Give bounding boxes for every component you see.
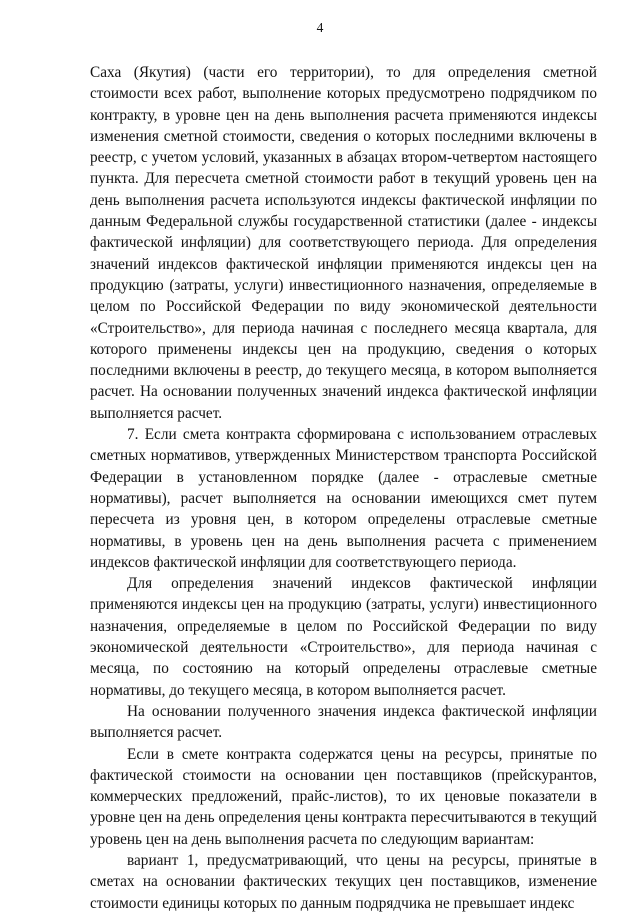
paragraph-basis: На основании полученного значения индекса фактической инфляции выполняется расчет. xyxy=(90,702,597,742)
paragraph-supplier-prices: Если в смете контракта содержатся цены на ресурсы, принятые по фактической стоимости на основании цен поставщиков (прейскурантов, коммерческих предложений, прайс-листов), то их ценовые показатели в уровне цен на день определения цены контракта пересчитываются в текущий уровень цен на день выполнения расчета по следующим вариантам: xyxy=(90,745,597,848)
paragraph-continuation: Саха (Якутия) (части его территории), то для определения сметной стоимости всех работ, выполнение которых предусмотрено подрядчиком по контракту, в уровне цен на день выполнения расчета применяются индексы изменения сметной стоимости, сведения о которых последними включены в реестр, с учетом условий, указанных в абзацах втором-четвертом настоящего пункта. Для пересчета сметной стоимости работ в текущий уровень цен на день выполнения расчета используются индексы фактической инфляции по данным Федеральной службы государственной статистики (далее - индексы фактической инфляции) для соответствующего периода. Для определения значений индексов фактической инфляции применяются индексы цен на продукцию (затраты, услуги) инвестиционного назначения, определяемые в целом по Российской Федерации по виду экономической деятельности «Строительство», для периода начиная с последнего месяца квартала, для которого применены индексы цен на продукцию, сведения о которых последними включены в реестр, до текущего месяца, в котором выполняется расчет. На основании полученных значений индекса фактической инфляции выполняется расчет. xyxy=(90,64,597,422)
paragraph-variant-1: вариант 1, предусматривающий, что цены на ресурсы, принятые в сметах на основании фактических текущих цен поставщиков, изменение стоимости единицы которых по данным подрядчика не превышает индекс xyxy=(90,851,597,912)
paragraph-item-7: 7. Если смета контракта сформирована с использованием отраслевых сметных нормативов, утвержденных Министерством транспорта Российской Федерации в установленном порядке (далее - отраслевые сметные нормативы), расчет выполняется на основании имеющихся смет путем пересчета из уровня цен, в котором определены отраслевые сметные нормативы, в уровень цен на день выполнения расчета с применением индексов фактической инфляции для соответствующего периода. xyxy=(90,426,597,571)
document-body xyxy=(90,62,597,914)
paragraph-inflation-indices: Для определения значений индексов фактической инфляции применяются индексы цен на продукцию (затраты, услуги) инвестиционного назначения, определяемые в целом по Российской Федерации по виду экономической деятельности «Строительство», для периода начиная с месяца, по состоянию на который определены отраслевые сметные нормативы, до текущего месяца, в котором выполняется расчет. xyxy=(90,575,597,699)
page-number: 4 xyxy=(316,20,324,35)
